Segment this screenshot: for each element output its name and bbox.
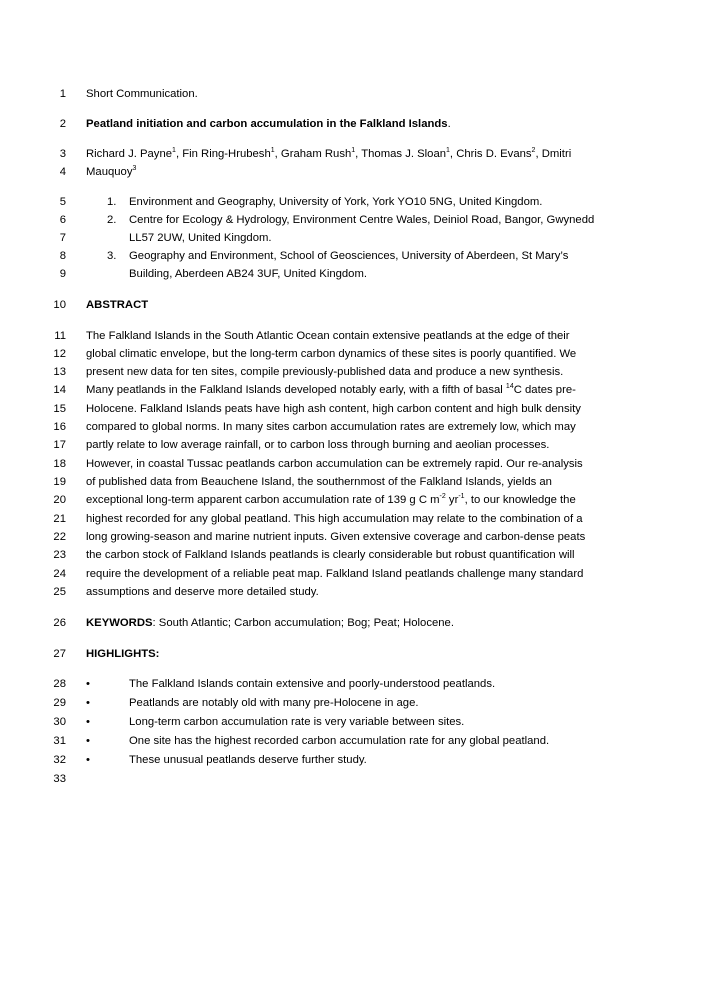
manuscript-line bbox=[0, 418, 707, 436]
abstract-text: Many peatlands in the Falkland Islands developed notably early, with a fifth of basal bbox=[86, 384, 506, 396]
line-number: 12 bbox=[53, 348, 66, 360]
line-number: 31 bbox=[53, 735, 66, 747]
title-period: . bbox=[447, 118, 451, 130]
abstract-text: exceptional long-term apparent carbon accumulation rate of 139 g C m bbox=[86, 494, 440, 506]
line-number: 24 bbox=[53, 568, 66, 580]
line-number: 30 bbox=[53, 716, 66, 728]
paper-title-line bbox=[86, 115, 451, 133]
affiliation-marker: 1 bbox=[446, 147, 450, 154]
abstract-heading: ABSTRACT bbox=[86, 299, 149, 311]
manuscript-line bbox=[0, 583, 707, 601]
line-number: 16 bbox=[53, 421, 66, 433]
manuscript-line bbox=[0, 614, 707, 632]
keywords-list: : South Atlantic; Carbon accumulation; Bog; Peat; Holocene. bbox=[152, 617, 454, 629]
abstract-line: long growing-season and marine nutrient inputs. Given extensive coverage and carbon-dense peats bbox=[86, 531, 586, 543]
affiliation-text: LL57 2UW, United Kingdom. bbox=[129, 232, 272, 244]
line-number: 15 bbox=[53, 403, 66, 415]
highlight-item: These unusual peatlands deserve further study. bbox=[129, 754, 367, 766]
manuscript-line bbox=[0, 145, 707, 163]
affiliation-number: 1. bbox=[107, 196, 117, 208]
manuscript-line bbox=[0, 645, 707, 663]
abstract-line: Holocene. Falkland Islands peats have high ash content, high carbon content and high bulk density bbox=[86, 403, 581, 415]
line-number: 21 bbox=[53, 513, 66, 525]
bullet-icon: • bbox=[86, 716, 90, 728]
line-number: 2 bbox=[59, 118, 66, 130]
paper-title: Peatland initiation and carbon accumulation in the Falkland Islands bbox=[86, 118, 448, 130]
line-number: 17 bbox=[53, 439, 66, 451]
abstract-line: The Falkland Islands in the South Atlantic Ocean contain extensive peatlands at the edge of their bbox=[86, 330, 570, 342]
manuscript-line bbox=[0, 265, 707, 283]
affiliation-text: Centre for Ecology & Hydrology, Environment Centre Wales, Deiniol Road, Bangor, Gwynedd bbox=[129, 214, 595, 226]
line-number: 28 bbox=[53, 678, 66, 690]
abstract-line: compared to global norms. In many sites carbon accumulation rates are extremely low, which may bbox=[86, 421, 576, 433]
line-number: 25 bbox=[53, 586, 66, 598]
author-name: , Thomas J. Sloan bbox=[355, 148, 447, 160]
line-number: 27 bbox=[53, 648, 66, 660]
abstract-line: of published data from Beauchene Island, the southernmost of the Falkland Islands, yields an bbox=[86, 476, 552, 488]
line-number: 11 bbox=[54, 330, 66, 342]
manuscript-line bbox=[0, 546, 707, 564]
line-number: 13 bbox=[53, 366, 66, 378]
abstract-line: present new data for ten sites, compile previously-published data and produce a new synthesis. bbox=[86, 366, 564, 378]
affiliation-text: Geography and Environment, School of Geosciences, University of Aberdeen, St Mary’s bbox=[129, 250, 569, 262]
bullet-icon: • bbox=[86, 754, 90, 766]
line-number: 26 bbox=[53, 617, 66, 629]
manuscript-line bbox=[0, 229, 707, 247]
manuscript-line bbox=[0, 327, 707, 345]
highlights-heading: HIGHLIGHTS: bbox=[86, 648, 160, 660]
highlight-item: The Falkland Islands contain extensive and poorly-understood peatlands. bbox=[129, 678, 496, 690]
line-number: 33 bbox=[53, 773, 66, 785]
manuscript-line bbox=[0, 400, 707, 418]
author-list bbox=[86, 145, 571, 163]
manuscript-line bbox=[0, 455, 707, 473]
line-number: 4 bbox=[59, 166, 66, 178]
line-number: 18 bbox=[53, 458, 66, 470]
manuscript-line bbox=[0, 345, 707, 363]
bullet-icon: • bbox=[86, 678, 90, 690]
manuscript-line bbox=[0, 363, 707, 381]
line-number: 3 bbox=[59, 148, 66, 160]
abstract-line: global climatic envelope, but the long-term carbon dynamics of these sites is poorly quantified. We bbox=[86, 348, 577, 360]
affiliation-marker: 1 bbox=[270, 147, 275, 154]
abstract-text: yr bbox=[445, 494, 459, 506]
bullet-icon: • bbox=[86, 697, 90, 709]
line-number: 8 bbox=[59, 250, 66, 262]
manuscript-line bbox=[0, 565, 707, 583]
line-number: 10 bbox=[53, 299, 66, 311]
abstract-line: partly relate to low average rainfall, or to carbon loss through burning and aeolian processes. bbox=[86, 439, 550, 451]
author-name: Richard J. Payne bbox=[86, 148, 173, 160]
abstract-line: However, in coastal Tussac peatlands carbon accumulation can be extremely rapid. Our re-analysis bbox=[86, 458, 583, 470]
superscript: 14 bbox=[505, 383, 514, 390]
manuscript-line bbox=[0, 193, 707, 211]
affiliation-text: Environment and Geography, University of York, York YO10 5NG, United Kingdom. bbox=[129, 196, 543, 208]
line-number: 22 bbox=[53, 531, 66, 543]
abstract-line bbox=[86, 381, 576, 399]
author-name: , Fin Ring-Hrubesh bbox=[175, 148, 271, 160]
abstract-line bbox=[86, 491, 576, 509]
manuscript-line bbox=[0, 163, 707, 181]
author-name: Mauquoy bbox=[86, 166, 133, 178]
keywords-label: KEYWORDS bbox=[86, 617, 153, 629]
affiliation-text: Building, Aberdeen AB24 3UF, United Kingdom. bbox=[129, 268, 368, 280]
manuscript-line bbox=[0, 85, 707, 103]
line-number: 6 bbox=[59, 214, 66, 226]
manuscript-line bbox=[0, 473, 707, 491]
affiliation-marker: 3 bbox=[132, 165, 137, 172]
manuscript-line bbox=[0, 770, 707, 788]
superscript: -2 bbox=[439, 493, 446, 500]
manuscript-line bbox=[0, 211, 707, 229]
affiliation-marker: 1 bbox=[172, 147, 176, 154]
manuscript-line bbox=[0, 381, 707, 399]
article-type: Short Communication. bbox=[86, 88, 198, 100]
affiliation-number: 3. bbox=[107, 250, 117, 262]
affiliation-number: 2. bbox=[107, 214, 117, 226]
bullet-icon: • bbox=[86, 735, 90, 747]
line-number: 1 bbox=[59, 88, 66, 100]
manuscript-line bbox=[0, 510, 707, 528]
affiliation-marker: 1 bbox=[351, 147, 356, 154]
line-number: 14 bbox=[53, 384, 66, 396]
abstract-line: highest recorded for any global peatland. This high accumulation may relate to the combination of a bbox=[86, 513, 583, 525]
manuscript-line bbox=[0, 694, 707, 712]
manuscript-line bbox=[0, 675, 707, 693]
author-name: , Graham Rush bbox=[274, 148, 352, 160]
keywords-line bbox=[86, 614, 454, 632]
author-list-continued bbox=[86, 163, 136, 181]
manuscript-line bbox=[0, 491, 707, 509]
highlight-item: One site has the highest recorded carbon accumulation rate for any global peatland. bbox=[129, 735, 550, 747]
manuscript-line bbox=[0, 296, 707, 314]
line-number: 23 bbox=[53, 549, 66, 561]
manuscript-line bbox=[0, 247, 707, 265]
line-number: 19 bbox=[53, 476, 66, 488]
manuscript-line bbox=[0, 528, 707, 546]
affiliation-marker: 2 bbox=[531, 147, 536, 154]
abstract-line: assumptions and deserve more detailed study. bbox=[86, 586, 319, 598]
manuscript-line bbox=[0, 115, 707, 133]
line-number: 9 bbox=[59, 268, 66, 280]
line-number: 7 bbox=[59, 232, 66, 244]
manuscript-line bbox=[0, 436, 707, 454]
line-number: 20 bbox=[53, 494, 66, 506]
line-number: 5 bbox=[59, 196, 66, 208]
superscript: -1 bbox=[458, 493, 465, 500]
line-number: 29 bbox=[53, 697, 66, 709]
line-number: 32 bbox=[53, 754, 66, 766]
author-name: , Dmitri bbox=[535, 148, 572, 160]
highlight-item: Long-term carbon accumulation rate is very variable between sites. bbox=[129, 716, 465, 728]
abstract-line: the carbon stock of Falkland Islands peatlands is clearly considerable but robust quantification will bbox=[86, 549, 575, 561]
abstract-line: require the development of a reliable peat map. Falkland Island peatlands challenge many standard bbox=[86, 568, 584, 580]
abstract-text: , to our knowledge the bbox=[464, 494, 576, 506]
manuscript-line bbox=[0, 732, 707, 750]
abstract-text: C dates pre- bbox=[513, 384, 576, 396]
author-name: , Chris D. Evans bbox=[449, 148, 532, 160]
manuscript-line bbox=[0, 751, 707, 769]
highlight-item: Peatlands are notably old with many pre-Holocene in age. bbox=[129, 697, 419, 709]
manuscript-line bbox=[0, 713, 707, 731]
